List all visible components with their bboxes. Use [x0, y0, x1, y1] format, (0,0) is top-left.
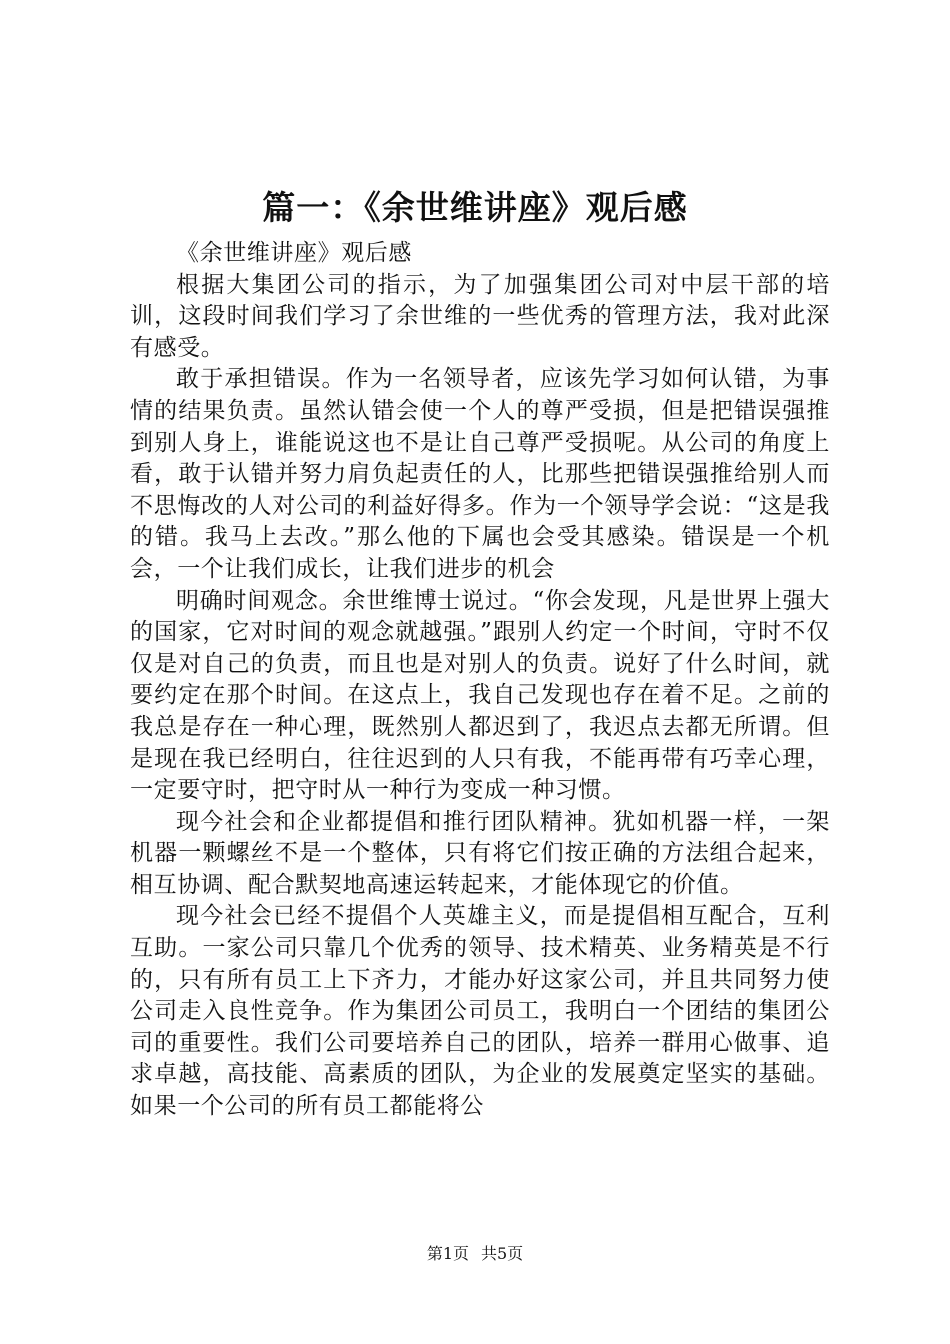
paragraph-cooperation: 现今社会已经不提倡个人英雄主义，而是提倡相互配合，互利互助。一家公司只靠几个优秀的领导、技术精英、业务精英是不行的，只有所有员工上下齐力，才能办好这家公司，并且共同努力使公司走入良性竞争。作为集团公司员工，我明白一个团结的集团公司的重要性。我们公司要培养自己的团队，培养一群用心做事、追求卓越，高技能、高素质的团队，为企业的发展奠定坚实的基础。如果一个公司的所有员工都能将公 [130, 903, 830, 1120]
page-number: 第1页 [426, 1244, 469, 1263]
page-footer [0, 1243, 950, 1265]
document-body [130, 238, 830, 1123]
paragraph-intro: 根据大集团公司的指示，为了加强集团公司对中层干部的培训，这段时间我们学习了余世维的一些优秀的管理方法，我对此深有感受。 [130, 271, 830, 361]
page-total: 共5页 [481, 1244, 524, 1263]
paragraph-team-spirit: 现今社会和企业都提倡和推行团队精神。犹如机器一样，一架机器一颗螺丝不是一个整体，只有将它们按正确的方法组合起来，相互协调、配合默契地高速运转起来，才能体现它的价值。 [130, 808, 830, 898]
paragraph-time-concept: 明确时间观念。余世维博士说过。“你会发现，凡是世界上强大的国家，它对时间的观念就越强。”跟别人约定一个时间，守时不仅仅是对自己的负责，而且也是对别人的负责。说好了什么时间，就要约定在那个时间。在这点上，我自己发现也存在着不足。之前的我总是存在一种心理，既然别人都迟到了，我迟点去都无所谓。但是现在我已经明白，往往迟到的人只有我，不能再带有巧幸心理，一定要守时，把守时从一种行为变成一种习惯。 [130, 587, 830, 804]
paragraph-admit-mistakes: 敢于承担错误。作为一名领导者，应该先学习如何认错，为事情的结果负责。虽然认错会使一个人的尊严受损，但是把错误强推到别人身上，谁能说这也不是让自己尊严受损呢。从公司的角度上看，敢于认错并努力肩负起责任的人，比那些把错误强推给别人而不思悔改的人对公司的利益好得多。作为一个领导学会说：“这是我的错。我马上去改。”那么他的下属也会受其感染。错误是一个机会，一个让我们成长，让我们进步的机会 [130, 366, 830, 582]
document-title: 篇一：《余世维讲座》观后感 [262, 188, 688, 227]
paragraph-subtitle: 《余世维讲座》观后感 [176, 240, 412, 266]
